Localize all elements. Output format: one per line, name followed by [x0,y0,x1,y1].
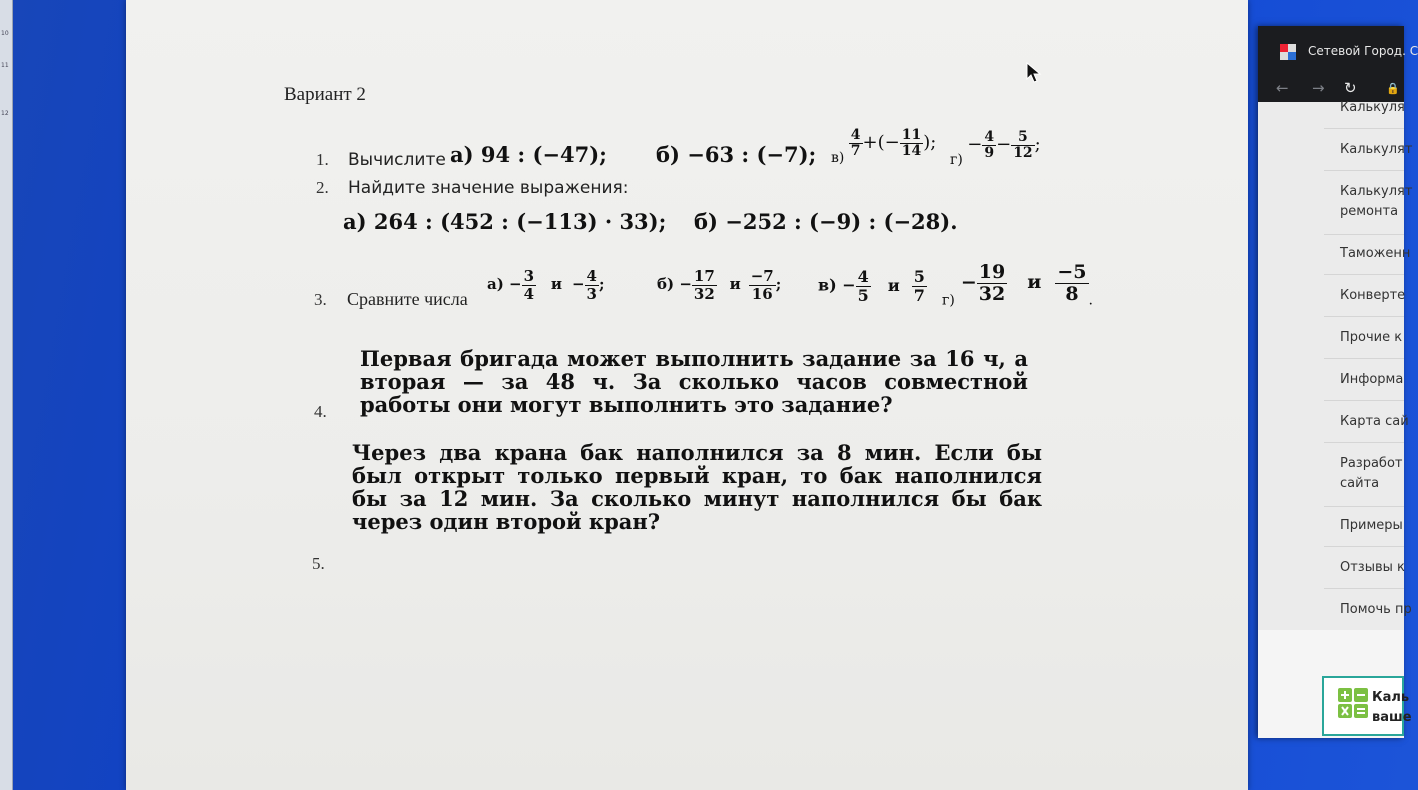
mouse-cursor-icon [1026,62,1042,84]
task1-d: г) − $\frac{4}{9}$ − $\frac{5}{12}$ ; [950,129,1041,168]
task-number: 2. [316,178,329,197]
task-number: 4. [314,402,327,421]
site-logo-icon [1280,44,1296,60]
menu-item[interactable]: Отзывы к [1340,560,1405,575]
task2-a: а) 264 : (452 : (−113) · 33); [343,209,667,234]
forward-icon[interactable]: → [1312,79,1325,97]
task3-d: $_{г)}$ − $\frac{19}{32}$ и $\frac{-5}{8}$ $_.$ [942,261,1093,309]
task3-c: в) − $\frac{4}{5}$ и $\frac{5}{7}$ [818,267,925,305]
ruler-mark: 12 [1,110,9,117]
task-label: Вычислите [348,150,446,170]
task5-text: Через два крана бак наполнился за 8 мин. Если бы был открыт только первый кран, то бак наполнился бы за 12 мин. За сколько минут наполнился бы бак через один второй кран? [352,440,1042,534]
ruler-mark: 10 [1,30,9,37]
ruler-mark: 11 [1,62,9,69]
menu-item[interactable]: Примеры [1340,518,1403,533]
calculator-icon [1338,688,1368,718]
promo-text: Каль ваше [1372,690,1412,725]
menu-item[interactable]: Калькуля [1340,100,1405,115]
left-window-edge [0,0,13,790]
menu-item[interactable]: Карта сай [1340,414,1409,429]
task-label: Сравните числа [347,289,468,309]
menu-item[interactable]: Прочие к [1340,330,1403,345]
task3-b: б) − $\frac{17}{32}$ и $\frac{-7}{16}$ ; [657,267,782,303]
menu-item[interactable]: Конверте [1340,288,1406,303]
back-icon[interactable]: ← [1276,79,1289,97]
task-label: Найдите значение выражения: [348,178,629,198]
menu-item[interactable]: Разработ сайта [1340,456,1403,491]
task3-a: а) − $\frac{3}{4}$ и − $\frac{4}{3}$ ; [487,267,605,303]
task-number: 5. [312,554,325,573]
calculator-promo[interactable] [1322,676,1412,736]
lock-icon: 🔒 [1386,82,1400,95]
browser-tab-title[interactable]: Сетевой Город. С [1308,44,1418,58]
task4-text: Первая бригада может выполнить задание за 16 ч, а вторая — за 48 ч. За сколько часов совместной работы они могут выполнить это задание? [360,346,1028,417]
task1-a: а) 94 : (−47); [450,142,607,167]
task1-c: в) $\frac{4}{7}$ +(− $\frac{11}{14}$ ); [831,127,937,166]
task1-b: б) −63 : (−7); [656,142,817,167]
browser-page [1258,100,1413,738]
menu-item[interactable]: Калькулят ремонта [1340,184,1413,219]
reload-icon[interactable]: ↻ [1344,79,1357,97]
browser-tab-bar [1258,26,1418,76]
menu-item[interactable]: Калькулят [1340,142,1413,157]
menu-item[interactable]: Информа [1340,372,1404,387]
site-menu [1258,100,1413,630]
menu-item[interactable]: Таможенн [1340,246,1411,261]
browser-window [1258,26,1418,738]
menu-item[interactable]: Помочь пр [1340,602,1412,617]
task-number: 1. [316,150,329,169]
task2-b: б) −252 : (−9) : (−28). [694,209,958,234]
task-number: 3. [314,290,327,309]
variant-title: Вариант 2 [284,84,366,105]
